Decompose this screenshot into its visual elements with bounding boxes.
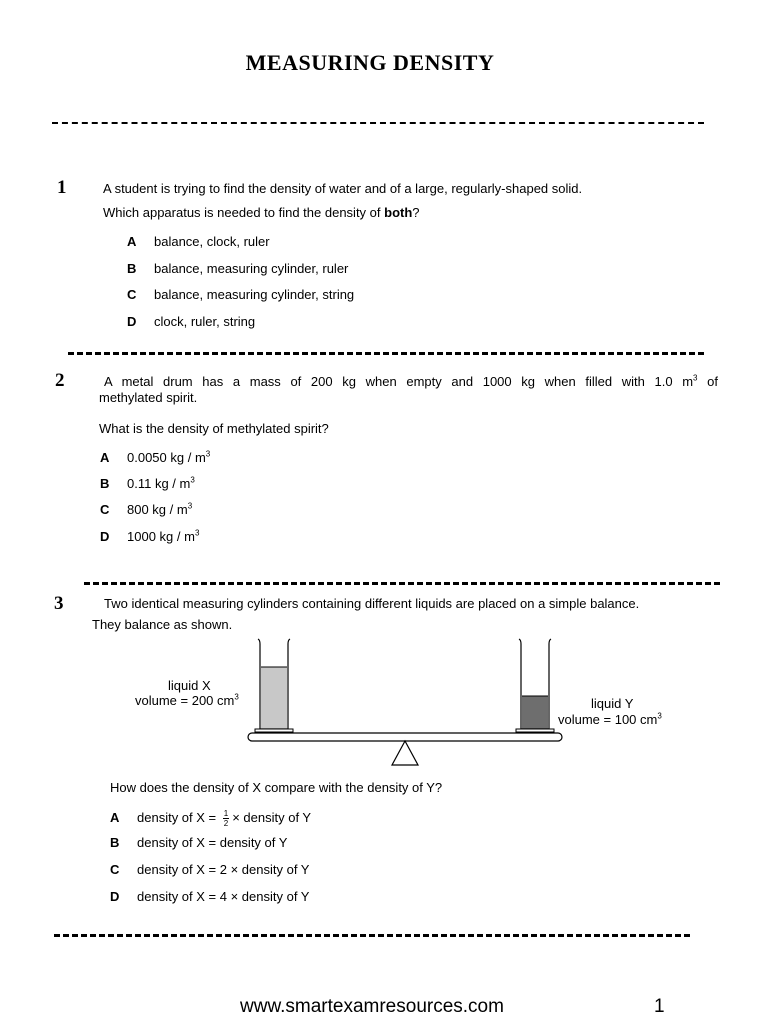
question-1-number: 1 (57, 177, 67, 198)
question-3-option-c: C density of X = 2 × density of Y (110, 862, 310, 877)
question-3-line-2: They balance as shown. (92, 617, 233, 632)
question-1-option-c: C balance, measuring cylinder, string (127, 287, 355, 302)
liquid-x-volume: volume = 200 $cm^3$ (135, 692, 239, 708)
page-number: 1 (654, 996, 665, 1017)
cylinder-x (255, 639, 293, 732)
liquid-y-label: liquid Y (591, 696, 634, 711)
liquid-y-volume: volume = 100 $cm^3$ (558, 711, 662, 727)
divider-q3 (54, 934, 690, 937)
page-title: MEASURING DENSITY (245, 50, 495, 75)
question-1-option-d: D clock, ruler, string (127, 314, 256, 329)
question-2-question: What is the density of methylated spirit? (99, 421, 329, 436)
question-3-question: How does the density of X compare with the density of Y? (110, 780, 443, 795)
question-3-number: 3 (54, 593, 64, 614)
question-2-option-a: A 0.0050 kg / $m^3$ (100, 449, 211, 465)
fraction-half: $\frac{1}{2}$ (223, 809, 229, 829)
question-2-option-d: D 1000 kg / $m^3$ (100, 528, 200, 544)
balance-diagram (240, 636, 570, 768)
divider-top (52, 122, 704, 124)
question-2-number: 2 (55, 370, 65, 391)
question-1-option-a: A balance, clock, ruler (127, 234, 270, 249)
balance-pivot (392, 741, 418, 765)
question-2-option-c: C 800 kg / $m^3$ (100, 501, 193, 517)
cylinder-y (516, 639, 554, 732)
question-3-line-1: Two identical measuring cylinders containing different liquids are placed on a simple balance. (104, 596, 640, 611)
liquid-x-label: liquid X (168, 678, 211, 693)
question-2-line-1: A metal drum has a mass of 200 kg when empty and 1000 kg when filled with 1.0 $m^3$ of (104, 373, 718, 389)
divider-q1 (68, 352, 704, 355)
question-1-line-2: Which apparatus is needed to find the density of both? (103, 205, 420, 220)
question-1-option-b: B balance, measuring cylinder, ruler (127, 261, 349, 276)
question-3-option-b: B density of X = density of Y (110, 835, 288, 850)
divider-q2 (84, 582, 720, 585)
question-2-line-2: methylated spirit. (99, 390, 198, 405)
question-1-line-1: A student is trying to find the density of water and of a large, regularly-shaped solid. (103, 181, 583, 196)
question-3-option-a: A density of X = $\frac{1}{2}$ × density of Y (110, 809, 312, 829)
footer-url[interactable]: www.smartexamresources.com (240, 996, 504, 1017)
question-2-option-b: B 0.11 kg / $m^3$ (100, 475, 195, 491)
question-3-option-d: D density of X = 4 × density of Y (110, 889, 310, 904)
